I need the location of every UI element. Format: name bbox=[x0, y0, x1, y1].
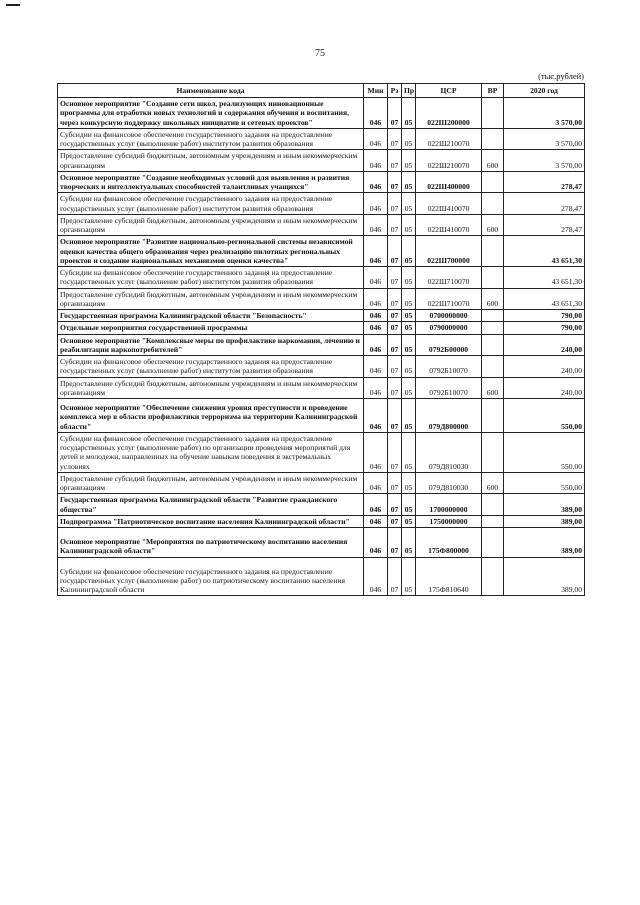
row-rz: 07 bbox=[388, 557, 402, 596]
row-pr: 05 bbox=[402, 171, 416, 193]
row-sum: 43 651,30 bbox=[504, 288, 585, 310]
row-csr: 022Ш410070 bbox=[416, 193, 482, 215]
row-name: Отдельные мероприятия государственной программы bbox=[58, 322, 364, 334]
row-csr: 022Ш710070 bbox=[416, 267, 482, 289]
row-rz: 07 bbox=[388, 334, 402, 356]
table-row bbox=[58, 236, 585, 267]
row-rz: 07 bbox=[388, 310, 402, 322]
budget-table bbox=[57, 83, 585, 596]
row-rz: 07 bbox=[388, 236, 402, 267]
page-number: 75 bbox=[315, 48, 325, 59]
row-vr bbox=[482, 494, 504, 516]
row-vr bbox=[482, 171, 504, 193]
row-name: Предоставление субсидий бюджетным, автономным учреждениям и иным некоммерческим организациям bbox=[58, 377, 364, 399]
row-rz: 07 bbox=[388, 494, 402, 516]
row-min: 046 bbox=[364, 515, 388, 527]
row-sum: 240,00 bbox=[504, 356, 585, 378]
row-vr bbox=[482, 236, 504, 267]
row-csr: 175Ф800000 bbox=[416, 528, 482, 558]
row-vr bbox=[482, 128, 504, 150]
row-sum: 389,00 bbox=[504, 515, 585, 527]
row-vr bbox=[482, 98, 504, 129]
row-csr: 022Ш710070 bbox=[416, 288, 482, 310]
table-row bbox=[58, 267, 585, 289]
row-name: Основное мероприятие "Комплексные меры по профилактике наркомании, лечению и реабилитации наркопотребителей" bbox=[58, 334, 364, 356]
row-sum: 3 570,00 bbox=[504, 150, 585, 172]
table-row bbox=[58, 128, 585, 150]
row-rz: 07 bbox=[388, 267, 402, 289]
row-vr bbox=[482, 193, 504, 215]
row-name: Предоставление субсидий бюджетным, автономным учреждениям и иным некоммерческим организациям bbox=[58, 288, 364, 310]
table-row bbox=[58, 171, 585, 193]
row-sum: 3 570,00 bbox=[504, 98, 585, 129]
row-name: Субсидии на финансовое обеспечение государственного задания на предоставление государственных услуг (выполнение работ) институтом развития образования bbox=[58, 267, 364, 289]
row-vr: 600 bbox=[482, 150, 504, 172]
row-sum: 278,47 bbox=[504, 214, 585, 236]
row-rz: 07 bbox=[388, 377, 402, 399]
row-sum: 790,00 bbox=[504, 310, 585, 322]
row-pr: 05 bbox=[402, 334, 416, 356]
row-vr: 600 bbox=[482, 377, 504, 399]
row-name: Предоставление субсидий бюджетным, автономным учреждениям и иным некоммерческим организациям bbox=[58, 214, 364, 236]
row-min: 046 bbox=[364, 150, 388, 172]
row-vr bbox=[482, 334, 504, 356]
row-vr bbox=[482, 432, 504, 472]
table-row bbox=[58, 150, 585, 172]
row-sum: 389,00 bbox=[504, 494, 585, 516]
row-sum: 550,00 bbox=[504, 432, 585, 472]
row-name: Предоставление субсидий бюджетным, автономным учреждениям и иным некоммерческим организациям bbox=[58, 472, 364, 494]
row-vr: 600 bbox=[482, 214, 504, 236]
row-csr: 0792Б10070 bbox=[416, 356, 482, 378]
table-row bbox=[58, 377, 585, 399]
row-pr: 05 bbox=[402, 515, 416, 527]
row-csr: 0700000000 bbox=[416, 310, 482, 322]
row-rz: 07 bbox=[388, 528, 402, 558]
row-csr: 022Ш210070 bbox=[416, 128, 482, 150]
header-name: Наименование кода bbox=[58, 84, 364, 98]
table-row bbox=[58, 288, 585, 310]
row-vr bbox=[482, 557, 504, 596]
row-vr: 600 bbox=[482, 472, 504, 494]
row-pr: 05 bbox=[402, 288, 416, 310]
row-name: Субсидии на финансовое обеспечение государственного задания на предоставление государственных услуг (выполнение работ) по организации проведения мероприятий для детей и молодежи, направленных на обучение навыкам поведения в экстремальных условиях bbox=[58, 432, 364, 472]
table-row bbox=[58, 98, 585, 129]
row-pr: 05 bbox=[402, 98, 416, 129]
row-vr bbox=[482, 310, 504, 322]
row-csr: 022Ш700000 bbox=[416, 236, 482, 267]
table-row bbox=[58, 528, 585, 558]
row-pr: 05 bbox=[402, 236, 416, 267]
row-rz: 07 bbox=[388, 171, 402, 193]
row-vr bbox=[482, 322, 504, 334]
row-rz: 07 bbox=[388, 356, 402, 378]
row-pr: 05 bbox=[402, 377, 416, 399]
table-row bbox=[58, 334, 585, 356]
row-min: 046 bbox=[364, 432, 388, 472]
row-name: Основное мероприятие "Развитие национально-региональной системы независимой оценки качества общего образования через реализацию пилотных региональных проектов и создание национальных механизмов оценки качества" bbox=[58, 236, 364, 267]
row-sum: 43 651,30 bbox=[504, 267, 585, 289]
row-name: Основное мероприятие "Мероприятия по патриотическому воспитанию населения Калининградской области" bbox=[58, 528, 364, 558]
row-pr: 05 bbox=[402, 528, 416, 558]
table-row bbox=[58, 399, 585, 433]
row-min: 046 bbox=[364, 288, 388, 310]
row-min: 046 bbox=[364, 193, 388, 215]
row-csr: 022Ш200000 bbox=[416, 98, 482, 129]
table-header-row bbox=[58, 84, 585, 98]
row-sum: 790,00 bbox=[504, 322, 585, 334]
row-pr: 05 bbox=[402, 267, 416, 289]
row-csr: 022Ш400000 bbox=[416, 171, 482, 193]
table-row bbox=[58, 214, 585, 236]
row-min: 046 bbox=[364, 399, 388, 433]
table-row bbox=[58, 356, 585, 378]
row-sum: 389,00 bbox=[504, 557, 585, 596]
row-min: 046 bbox=[364, 267, 388, 289]
row-pr: 05 bbox=[402, 432, 416, 472]
unit-note: (тыс.рублей) bbox=[538, 71, 584, 81]
table-row bbox=[58, 193, 585, 215]
row-name: Субсидии на финансовое обеспечение государственного задания на предоставление государственных услуг (выполнение работ) институтом развития образования bbox=[58, 356, 364, 378]
row-csr: 022Ш210070 bbox=[416, 150, 482, 172]
row-name: Субсидии на финансовое обеспечение государственного задания на предоставление государственных услуг (выполнение работ) институтом развития образования bbox=[58, 193, 364, 215]
row-sum: 278,47 bbox=[504, 193, 585, 215]
row-min: 046 bbox=[364, 528, 388, 558]
table-row bbox=[58, 310, 585, 322]
row-min: 046 bbox=[364, 214, 388, 236]
row-name: Субсидии на финансовое обеспечение государственного задания на предоставление государственных услуг (выполнение работ) институтом развития образования bbox=[58, 128, 364, 150]
row-min: 046 bbox=[364, 472, 388, 494]
row-name: Подпрограмма "Патриотическое воспитание населения Калининградской области" bbox=[58, 515, 364, 527]
row-csr: 0792Б10070 bbox=[416, 377, 482, 399]
row-pr: 05 bbox=[402, 310, 416, 322]
header-rz: Рз bbox=[388, 84, 402, 98]
row-csr: 0792Б00000 bbox=[416, 334, 482, 356]
row-sum: 43 651,30 bbox=[504, 236, 585, 267]
header-year: 2020 год bbox=[504, 84, 585, 98]
row-pr: 05 bbox=[402, 472, 416, 494]
row-rz: 07 bbox=[388, 399, 402, 433]
row-min: 046 bbox=[364, 98, 388, 129]
row-sum: 550,00 bbox=[504, 399, 585, 433]
row-pr: 05 bbox=[402, 322, 416, 334]
header-csr: ЦСР bbox=[416, 84, 482, 98]
row-name: Предоставление субсидий бюджетным, автономным учреждениям и иным некоммерческим организациям bbox=[58, 150, 364, 172]
row-rz: 07 bbox=[388, 288, 402, 310]
row-rz: 07 bbox=[388, 472, 402, 494]
row-pr: 05 bbox=[402, 399, 416, 433]
row-name: Основное мероприятие "Создание необходимых условий для выявления и развития творческих и интеллектуальных способностей талантливых учащихся" bbox=[58, 171, 364, 193]
row-rz: 07 bbox=[388, 193, 402, 215]
row-pr: 05 bbox=[402, 128, 416, 150]
row-min: 046 bbox=[364, 322, 388, 334]
row-min: 046 bbox=[364, 171, 388, 193]
row-rz: 07 bbox=[388, 150, 402, 172]
row-name: Основное мероприятие "Обеспечение снижения уровня преступности и проведение комплекса мер в области профилактики терроризма на территории Калининградской области" bbox=[58, 399, 364, 433]
row-sum: 389,00 bbox=[504, 528, 585, 558]
row-rz: 07 bbox=[388, 98, 402, 129]
row-sum: 550,00 bbox=[504, 472, 585, 494]
table-row bbox=[58, 432, 585, 472]
row-csr: 1750000000 bbox=[416, 515, 482, 527]
row-name: Основное мероприятие "Создание сети школ, реализующих инновационные программы для отработки новых технологий и содержания обучения и воспитания, через конкурсную поддержку школьных инициатив и сетевых проектов" bbox=[58, 98, 364, 129]
row-min: 046 bbox=[364, 128, 388, 150]
row-sum: 278,47 bbox=[504, 171, 585, 193]
row-vr bbox=[482, 356, 504, 378]
row-vr bbox=[482, 528, 504, 558]
row-csr: 1700000000 bbox=[416, 494, 482, 516]
row-vr: 600 bbox=[482, 288, 504, 310]
row-pr: 05 bbox=[402, 150, 416, 172]
row-min: 046 bbox=[364, 557, 388, 596]
row-name: Субсидии на финансовое обеспечение государственного задания на предоставление государственных услуг (выполнение работ) по патриотическому воспитанию населения Калининградской области bbox=[58, 557, 364, 596]
table-row bbox=[58, 557, 585, 596]
row-sum: 3 570,00 bbox=[504, 128, 585, 150]
row-rz: 07 bbox=[388, 432, 402, 472]
corner-mark bbox=[6, 4, 20, 6]
row-pr: 05 bbox=[402, 494, 416, 516]
row-min: 046 bbox=[364, 494, 388, 516]
row-csr: 022Ш410070 bbox=[416, 214, 482, 236]
row-rz: 07 bbox=[388, 128, 402, 150]
row-csr: 079Д810030 bbox=[416, 472, 482, 494]
table-row bbox=[58, 494, 585, 516]
header-pr: Пр bbox=[402, 84, 416, 98]
header-min: Мин bbox=[364, 84, 388, 98]
row-csr: 079Д800000 bbox=[416, 399, 482, 433]
row-pr: 05 bbox=[402, 193, 416, 215]
table-row bbox=[58, 472, 585, 494]
row-vr bbox=[482, 399, 504, 433]
header-vr: ВР bbox=[482, 84, 504, 98]
row-rz: 07 bbox=[388, 515, 402, 527]
row-pr: 05 bbox=[402, 356, 416, 378]
row-min: 046 bbox=[364, 377, 388, 399]
row-sum: 240,00 bbox=[504, 334, 585, 356]
row-min: 046 bbox=[364, 310, 388, 322]
row-sum: 240,00 bbox=[504, 377, 585, 399]
table-row bbox=[58, 515, 585, 527]
row-vr bbox=[482, 515, 504, 527]
row-pr: 05 bbox=[402, 214, 416, 236]
row-min: 046 bbox=[364, 356, 388, 378]
row-rz: 07 bbox=[388, 214, 402, 236]
row-csr: 0790000000 bbox=[416, 322, 482, 334]
row-rz: 07 bbox=[388, 322, 402, 334]
row-csr: 079Д810030 bbox=[416, 432, 482, 472]
row-vr bbox=[482, 267, 504, 289]
row-min: 046 bbox=[364, 334, 388, 356]
row-pr: 05 bbox=[402, 557, 416, 596]
row-name: Государственная программа Калининградской области "Безопасность" bbox=[58, 310, 364, 322]
row-csr: 175Ф810640 bbox=[416, 557, 482, 596]
row-min: 046 bbox=[364, 236, 388, 267]
table-row bbox=[58, 322, 585, 334]
row-name: Государственная программа Калининградской области "Развитие гражданского общества" bbox=[58, 494, 364, 516]
